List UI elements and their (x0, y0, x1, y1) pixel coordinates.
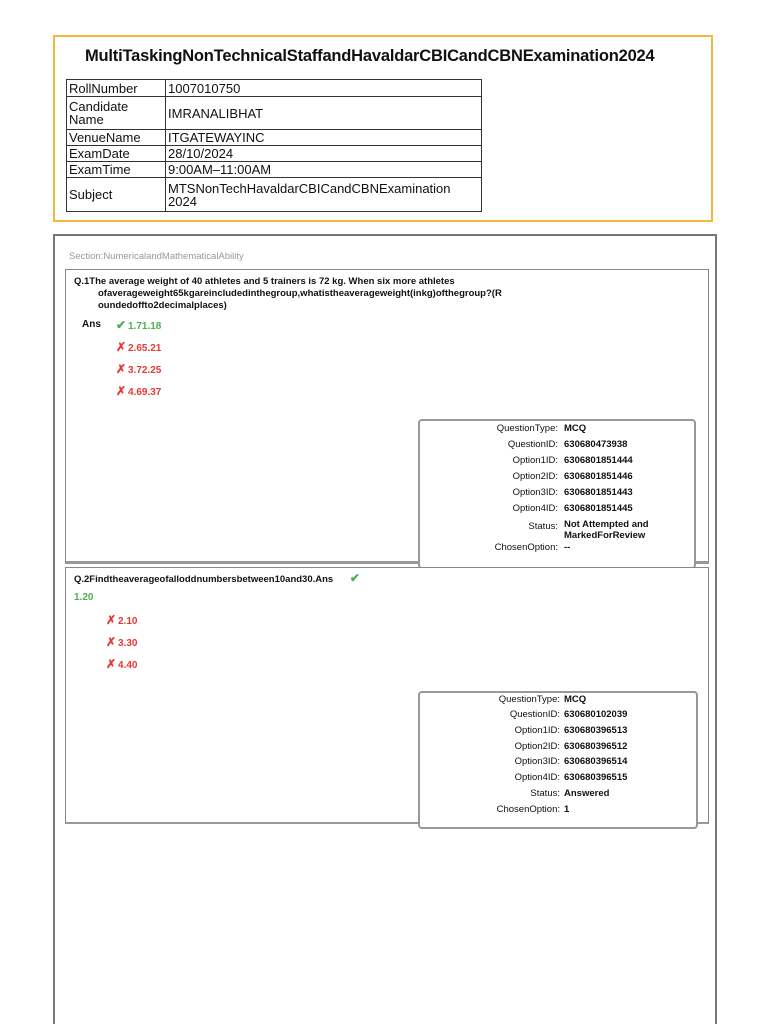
option-text: 3.72.25 (128, 365, 162, 376)
question-text-line: oundedoffto2decimalplaces) (98, 300, 227, 311)
info-key: Candidate Name (67, 97, 166, 130)
option-wrong (106, 657, 137, 671)
ans-label: Ans (82, 319, 101, 330)
cross-icon: ✗ (106, 657, 117, 671)
option-text: 1.20 (74, 592, 94, 603)
info-row (67, 97, 482, 130)
info-row (67, 178, 482, 212)
option-text: 2.10 (118, 616, 138, 627)
exam-header-card (53, 35, 713, 222)
section-label: Section:NumericalandMathematicalAbility (69, 251, 244, 262)
info-row (67, 80, 482, 97)
cross-icon: ✗ (106, 635, 117, 649)
info-key: RollNumber (67, 80, 166, 97)
cross-icon: ✗ (116, 340, 127, 354)
cross-icon: ✗ (106, 613, 117, 627)
option-wrong (116, 340, 161, 354)
option-text: 2.65.21 (128, 343, 162, 354)
info-key: VenueName (67, 130, 166, 146)
info-row (67, 130, 482, 146)
question-text-line: Q.2Findtheaverageofalloddnumbersbetween10and30.Ans (74, 574, 334, 585)
cross-icon: ✗ (116, 362, 127, 376)
question-text-line: ofaverageweight65kgareincludedinthegroup,whatistheaverageweight(inkg)ofthegroup?(R (98, 288, 502, 299)
question-meta-box: QuestionType: MCQ QuestionID: 630680473938 Option1ID: 6306801851444 Option2ID: 6306801851446 Option3ID: 6306801851443 Option4ID: 6306801851445 Status: Not Attempted and MarkedForReview ChosenOption: -- (418, 419, 696, 569)
candidate-info-table (66, 79, 482, 212)
option-text: 4.40 (118, 660, 138, 671)
info-key: ExamDate (67, 146, 166, 162)
option-wrong (116, 384, 161, 398)
status-value: Not Attempted and MarkedForReview (564, 519, 649, 541)
info-value: ITGATEWAYINC (166, 130, 482, 146)
question-text (74, 276, 504, 312)
option-wrong (106, 613, 137, 627)
option-correct (116, 318, 161, 332)
exam-title: MultiTaskingNonTechnicalStaffandHavaldarCBICandCBNExamination2024 (85, 47, 655, 65)
question-meta-box: QuestionType: MCQ QuestionID: 630680102039 Option1ID: 630680396513 Option2ID: 630680396512 Option3ID: 630680396514 Option4ID: 630680396515 Status: Answered ChosenOption: 1 (418, 691, 698, 829)
option-text: 3.30 (118, 638, 138, 649)
option-correct (74, 592, 93, 603)
info-row (67, 162, 482, 178)
question-text-line: Q.1The average weight of 40 athletes and 5 trainers is 72 kg. When six more athletes (74, 276, 455, 287)
question-text (74, 572, 360, 586)
info-value: 28/10/2024 (166, 146, 482, 162)
info-value: 1007010750 (166, 80, 482, 97)
option-wrong (116, 362, 161, 376)
info-value: 9:00AM–11:00AM (166, 162, 482, 178)
info-key: Subject (67, 178, 166, 212)
info-key: ExamTime (67, 162, 166, 178)
cross-icon: ✗ (116, 384, 127, 398)
option-wrong (106, 635, 137, 649)
question-card-1 (65, 269, 709, 564)
option-text: 4.69.37 (128, 387, 162, 398)
check-icon: ✔ (116, 318, 127, 332)
check-icon: ✔ (349, 571, 360, 585)
option-text: 1.71.18 (128, 321, 162, 332)
info-row (67, 146, 482, 162)
response-sheet (53, 234, 717, 1024)
question-card-2 (65, 567, 709, 824)
info-value: IMRANALIBHAT (166, 97, 482, 130)
info-value: MTSNonTechHavaldarCBICandCBNExamination 2024 (166, 178, 482, 212)
